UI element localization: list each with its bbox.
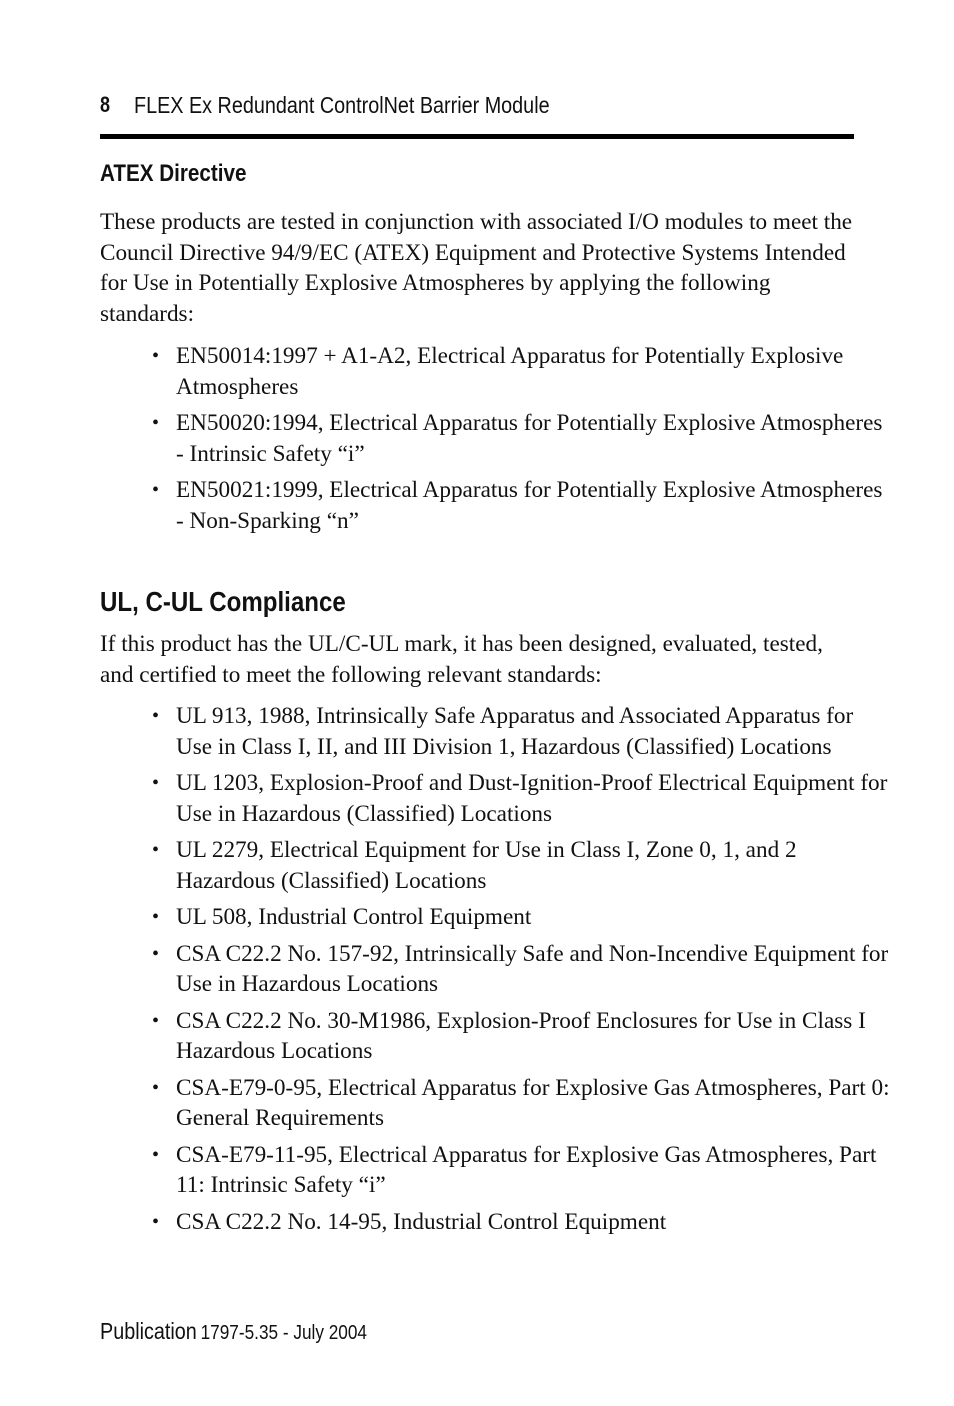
list-item (0, 1006, 954, 1067)
bullet-icon: • (152, 412, 160, 434)
ul-heading: UL, C-UL Compliance (100, 586, 346, 617)
publication-label: Publication (100, 1318, 197, 1344)
bullet-icon: • (152, 345, 160, 367)
list-item (0, 1207, 954, 1238)
atex-standards-list (0, 341, 954, 542)
bullet-icon: • (152, 705, 160, 727)
list-item (0, 341, 954, 402)
list-item-text: UL 2279, Electrical Equipment for Use in Class I, Zone 0, 1, and 2 Hazardous (Classified) Locations (176, 837, 797, 894)
list-item-text: UL 1203, Explosion-Proof and Dust-Ignition-Proof Electrical Equipment for Use in Hazardous (Classified) Locations (176, 770, 888, 827)
bullet-icon: • (152, 1076, 160, 1099)
list-item-text: CSA C22.2 No. 14-95, Industrial Control Equipment (176, 1208, 667, 1235)
list-item (0, 939, 954, 1000)
page-footer (100, 1318, 367, 1345)
list-item-text: CSA-E79-11-95, Electrical Apparatus for Explosive Gas Atmospheres, Part 11: Intrinsic Safety “i” (176, 1141, 877, 1198)
list-item-text: EN50021:1999, Electrical Apparatus for Potentially Explosive Atmospheres - Non-Sparking “n” (176, 477, 883, 534)
list-item-text: UL 508, Industrial Control Equipment (176, 904, 532, 930)
list-item-text: CSA-E79-0-95, Electrical Apparatus for Explosive Gas Atmospheres, Part 0: General Requirements (176, 1074, 890, 1131)
bullet-icon: • (152, 1143, 160, 1166)
header-rule (100, 134, 854, 139)
list-item-text: UL 913, 1988, Intrinsically Safe Apparatus and Associated Apparatus for Use in Class I, II, and III Division 1, Hazardous (Classified) Locations (176, 703, 854, 760)
running-title: FLEX Ex Redundant ControlNet Barrier Module (134, 92, 550, 118)
atex-intro: These products are tested in conjunction with associated I/O modules to meet the Council Directive 94/9/EC (ATEX) Equipment and Protective Systems Intended for Use in Potentially Explosive Atmospheres by applying the following standards: (100, 209, 853, 327)
list-item-text: CSA C22.2 No. 30-M1986, Explosion-Proof Enclosures for Use in Class I Hazardous Locations (176, 1007, 866, 1064)
page-number: 8 (100, 92, 111, 117)
page-header (100, 92, 854, 122)
list-item-text: EN50020:1994, Electrical Apparatus for Potentially Explosive Atmospheres - Intrinsic Safety “i” (176, 410, 883, 467)
ul-intro: If this product has the UL/C-UL mark, it has been designed, evaluated, tested, and certified to meet the following relevant standards: (100, 631, 823, 688)
list-item-text: EN50014:1997 + A1-A2, Electrical Apparatus for Potentially Explosive Atmospheres (176, 343, 844, 400)
ul-standards-list (0, 701, 954, 1243)
bullet-icon: • (152, 942, 160, 965)
list-item (0, 701, 954, 762)
bullet-icon: • (152, 772, 160, 794)
atex-heading: ATEX Directive (100, 160, 247, 187)
list-item (0, 768, 954, 829)
list-item (0, 902, 954, 933)
bullet-icon: • (152, 1009, 160, 1032)
bullet-icon: • (152, 1210, 160, 1233)
bullet-icon: • (152, 479, 160, 501)
bullet-icon: • (152, 906, 160, 928)
list-item (0, 835, 954, 896)
list-item (0, 1140, 954, 1201)
bullet-icon: • (152, 839, 160, 861)
list-item (0, 475, 954, 536)
publication-number: 1797-5.35 - July 2004 (200, 1322, 367, 1344)
list-item (0, 1073, 954, 1134)
list-item-text: CSA C22.2 No. 157-92, Intrinsically Safe and Non-Incendive Equipment for Use in Hazardous Locations (176, 940, 889, 997)
list-item (0, 408, 954, 469)
